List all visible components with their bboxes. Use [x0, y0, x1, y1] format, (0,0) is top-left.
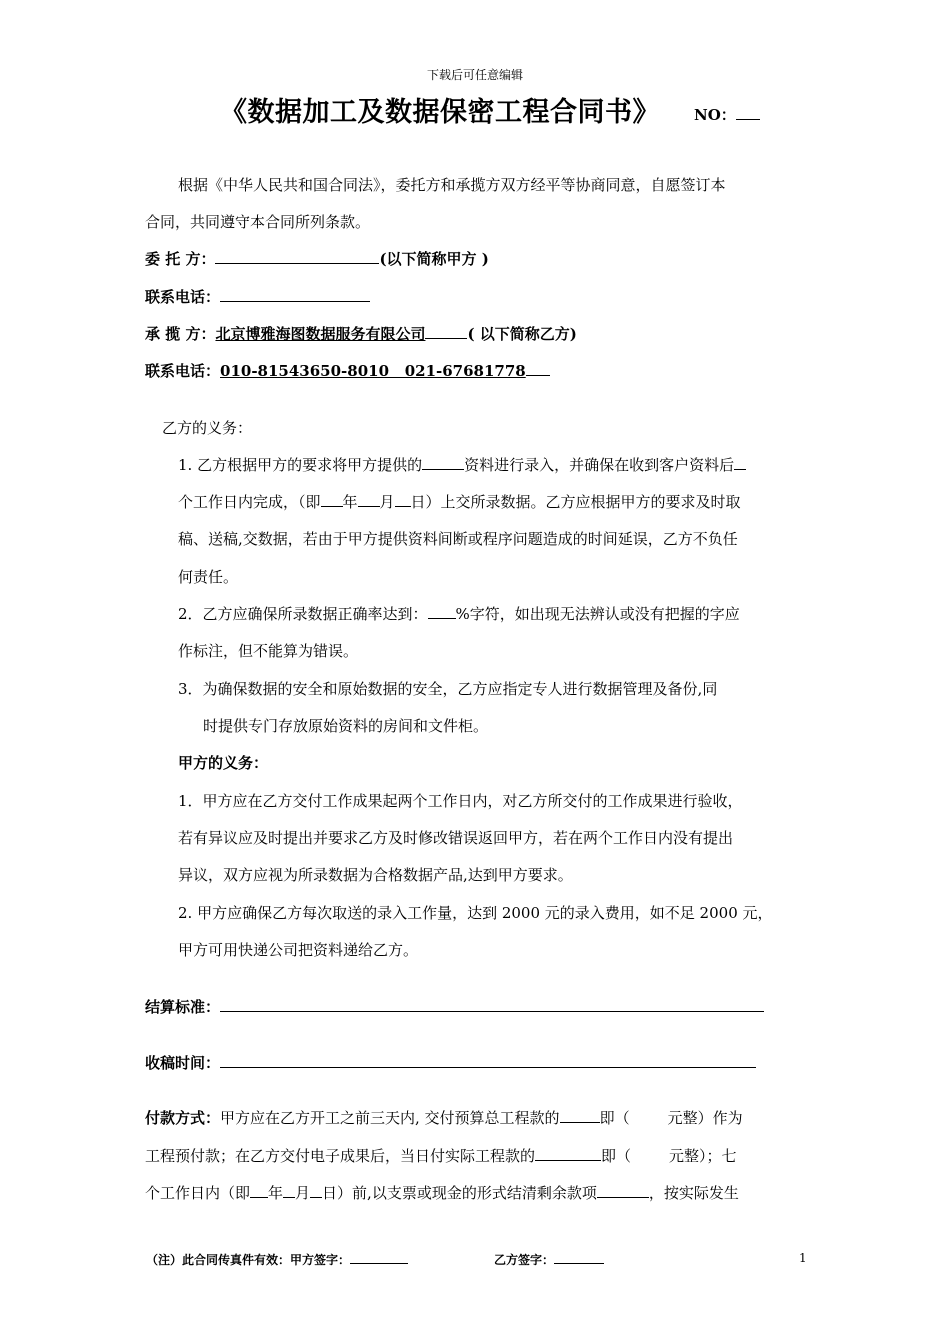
party-b-heading: 乙方的义务： — [162, 419, 253, 437]
client-name-field[interactable] — [215, 250, 379, 264]
contractor-suffix: ( 以下简称乙方) — [467, 325, 577, 343]
text: 即（ — [599, 1109, 630, 1127]
text: 日）上交所录数据。乙方应根据甲方的要求及时取 — [410, 493, 741, 511]
client-row — [145, 248, 489, 269]
settlement-standard-label: 结算标准： — [145, 998, 221, 1016]
contract-number-label: NO： — [694, 106, 736, 124]
contractor-name-tail — [425, 325, 467, 339]
party-b-item-2-line-1 — [178, 603, 740, 624]
party-b-item-1-line-3: 稿、送稿,交数据，若由于甲方提供资料间断或程序问题造成的时间延误，乙方不负任 — [178, 530, 738, 548]
party-b-item-2-line-2: 作标注，但不能算为错误。 — [178, 642, 359, 660]
actual-percent-field[interactable] — [535, 1147, 601, 1161]
party-a-item-2-line-1: 2. 甲方应确保乙方每次取送的录入工作量，达到 2000 元的录入费用，如不足 2000 元， — [178, 904, 773, 922]
payment-line-2 — [145, 1145, 737, 1166]
contract-number-field[interactable] — [736, 105, 760, 120]
party-a-item-2-line-2: 甲方可用快递公司把资料递给乙方。 — [178, 941, 419, 959]
party-b-signature-field[interactable] — [554, 1252, 604, 1264]
text: 月 — [379, 493, 395, 511]
party-b-item-1-line-1 — [178, 454, 746, 475]
text: 年 — [268, 1184, 284, 1202]
text: ，按实际发生 — [648, 1184, 739, 1202]
text: 元整）作为 — [667, 1109, 743, 1127]
text: 即（ — [601, 1147, 632, 1165]
contractor-name: 北京博雅海图数据服务有限公司 — [215, 325, 426, 343]
manuscript-time-label: 收稿时间： — [145, 1054, 221, 1072]
party-b-signature-row — [494, 1251, 604, 1268]
party-a-signature-field[interactable] — [350, 1252, 408, 1264]
contract-number — [694, 104, 760, 125]
client-phone-field[interactable] — [220, 288, 370, 302]
text: 个工作日内（即 — [145, 1184, 251, 1202]
footer-note-row — [146, 1251, 408, 1268]
pay-day-field[interactable] — [310, 1184, 322, 1198]
month-field[interactable] — [358, 493, 380, 507]
contractor-phone-label: 联系电话： — [145, 362, 221, 380]
contractor-row — [145, 323, 577, 344]
party-a-item-1-line-1: 1．甲方应在乙方交付工作成果起两个工作日内，对乙方所交付的工作成果进行验收， — [178, 792, 743, 810]
payment-line-3 — [145, 1182, 739, 1203]
party-b-item-1-line-2 — [178, 491, 741, 512]
day-field[interactable] — [395, 493, 411, 507]
party-a-heading: 甲方的义务： — [178, 754, 269, 772]
year-field[interactable] — [321, 493, 343, 507]
text: 甲方应在乙方开工之前三天内, 交付预算总工程款的 — [220, 1109, 560, 1127]
contract-title: 《数据加工及数据保密工程合同书》 — [220, 97, 660, 128]
party-a-item-1-line-2: 若有异议应及时提出并要求乙方及时修改错误返回甲方，若在两个工作日内没有提出 — [178, 829, 734, 847]
party-b-signature-label: 乙方签字： — [494, 1253, 555, 1267]
contractor-phone-row — [145, 360, 550, 381]
text: %字符，如出现无法辨认或没有把握的字应 — [455, 605, 740, 623]
text: 年 — [342, 493, 358, 511]
text: 元整）；七 — [669, 1147, 737, 1165]
text: 月 — [295, 1184, 311, 1202]
intro-line-1: 根据《中华人民共和国合同法》，委托方和承揽方双方经平等协商同意，自愿签订本 — [178, 176, 726, 194]
accuracy-field[interactable] — [428, 605, 456, 619]
text: 工程预付款；在乙方交付电子成果后，当日付实际工程款的 — [145, 1147, 536, 1165]
client-label: 委 托 方： — [145, 250, 216, 268]
text: 2．乙方应确保所录数据正确率达到： — [178, 605, 428, 623]
contractor-phone-tail — [526, 362, 550, 376]
payment-line-1 — [145, 1107, 743, 1128]
party-b-item-3-line-2: 时提供专门存放原始资料的房间和文件柜。 — [203, 717, 489, 735]
text: 资料进行录入，并确保在收到客户资料后 — [464, 456, 735, 474]
text: 1. 乙方根据甲方的要求将甲方提供的 — [178, 456, 423, 474]
party-b-item-1-line-4: 何责任。 — [178, 568, 239, 586]
settlement-standard-field[interactable] — [220, 998, 764, 1012]
advance-percent-field[interactable] — [560, 1109, 600, 1123]
pay-month-field[interactable] — [283, 1184, 295, 1198]
settlement-standard-row — [145, 996, 764, 1017]
download-note: 下载后可任意编辑 — [426, 68, 523, 82]
manuscript-time-field[interactable] — [220, 1054, 756, 1068]
manuscript-time-row — [145, 1052, 756, 1073]
text: 日）前,以支票或现金的形式结清剩余款项 — [322, 1184, 597, 1202]
party-b-item-3-line-1: 3．为确保数据的安全和原始数据的安全，乙方应指定专人进行数据管理及备份,同 — [178, 680, 718, 698]
pay-year-field[interactable] — [250, 1184, 268, 1198]
text: 个工作日内完成，（即 — [178, 493, 321, 511]
client-phone-row — [145, 286, 370, 307]
client-suffix: (以下简称甲方 ) — [379, 250, 489, 268]
remaining-amount-field[interactable] — [597, 1184, 649, 1198]
contractor-phone: 010-81543650-8010 021-67681778 — [220, 362, 526, 380]
footer-note: （注）此合同传真件有效：甲方签字： — [146, 1253, 351, 1267]
page-number: 1 — [799, 1251, 807, 1265]
client-phone-label: 联系电话： — [145, 288, 221, 306]
payment-label: 付款方式： — [145, 1109, 221, 1127]
intro-line-2: 合同，共同遵守本合同所列条款。 — [145, 213, 371, 231]
material-type-field[interactable] — [422, 456, 464, 470]
workdays-field[interactable] — [734, 456, 746, 470]
contractor-label: 承 揽 方： — [145, 325, 216, 343]
party-a-item-1-line-3: 异议，双方应视为所录数据为合格数据产品,达到甲方要求。 — [178, 866, 573, 884]
